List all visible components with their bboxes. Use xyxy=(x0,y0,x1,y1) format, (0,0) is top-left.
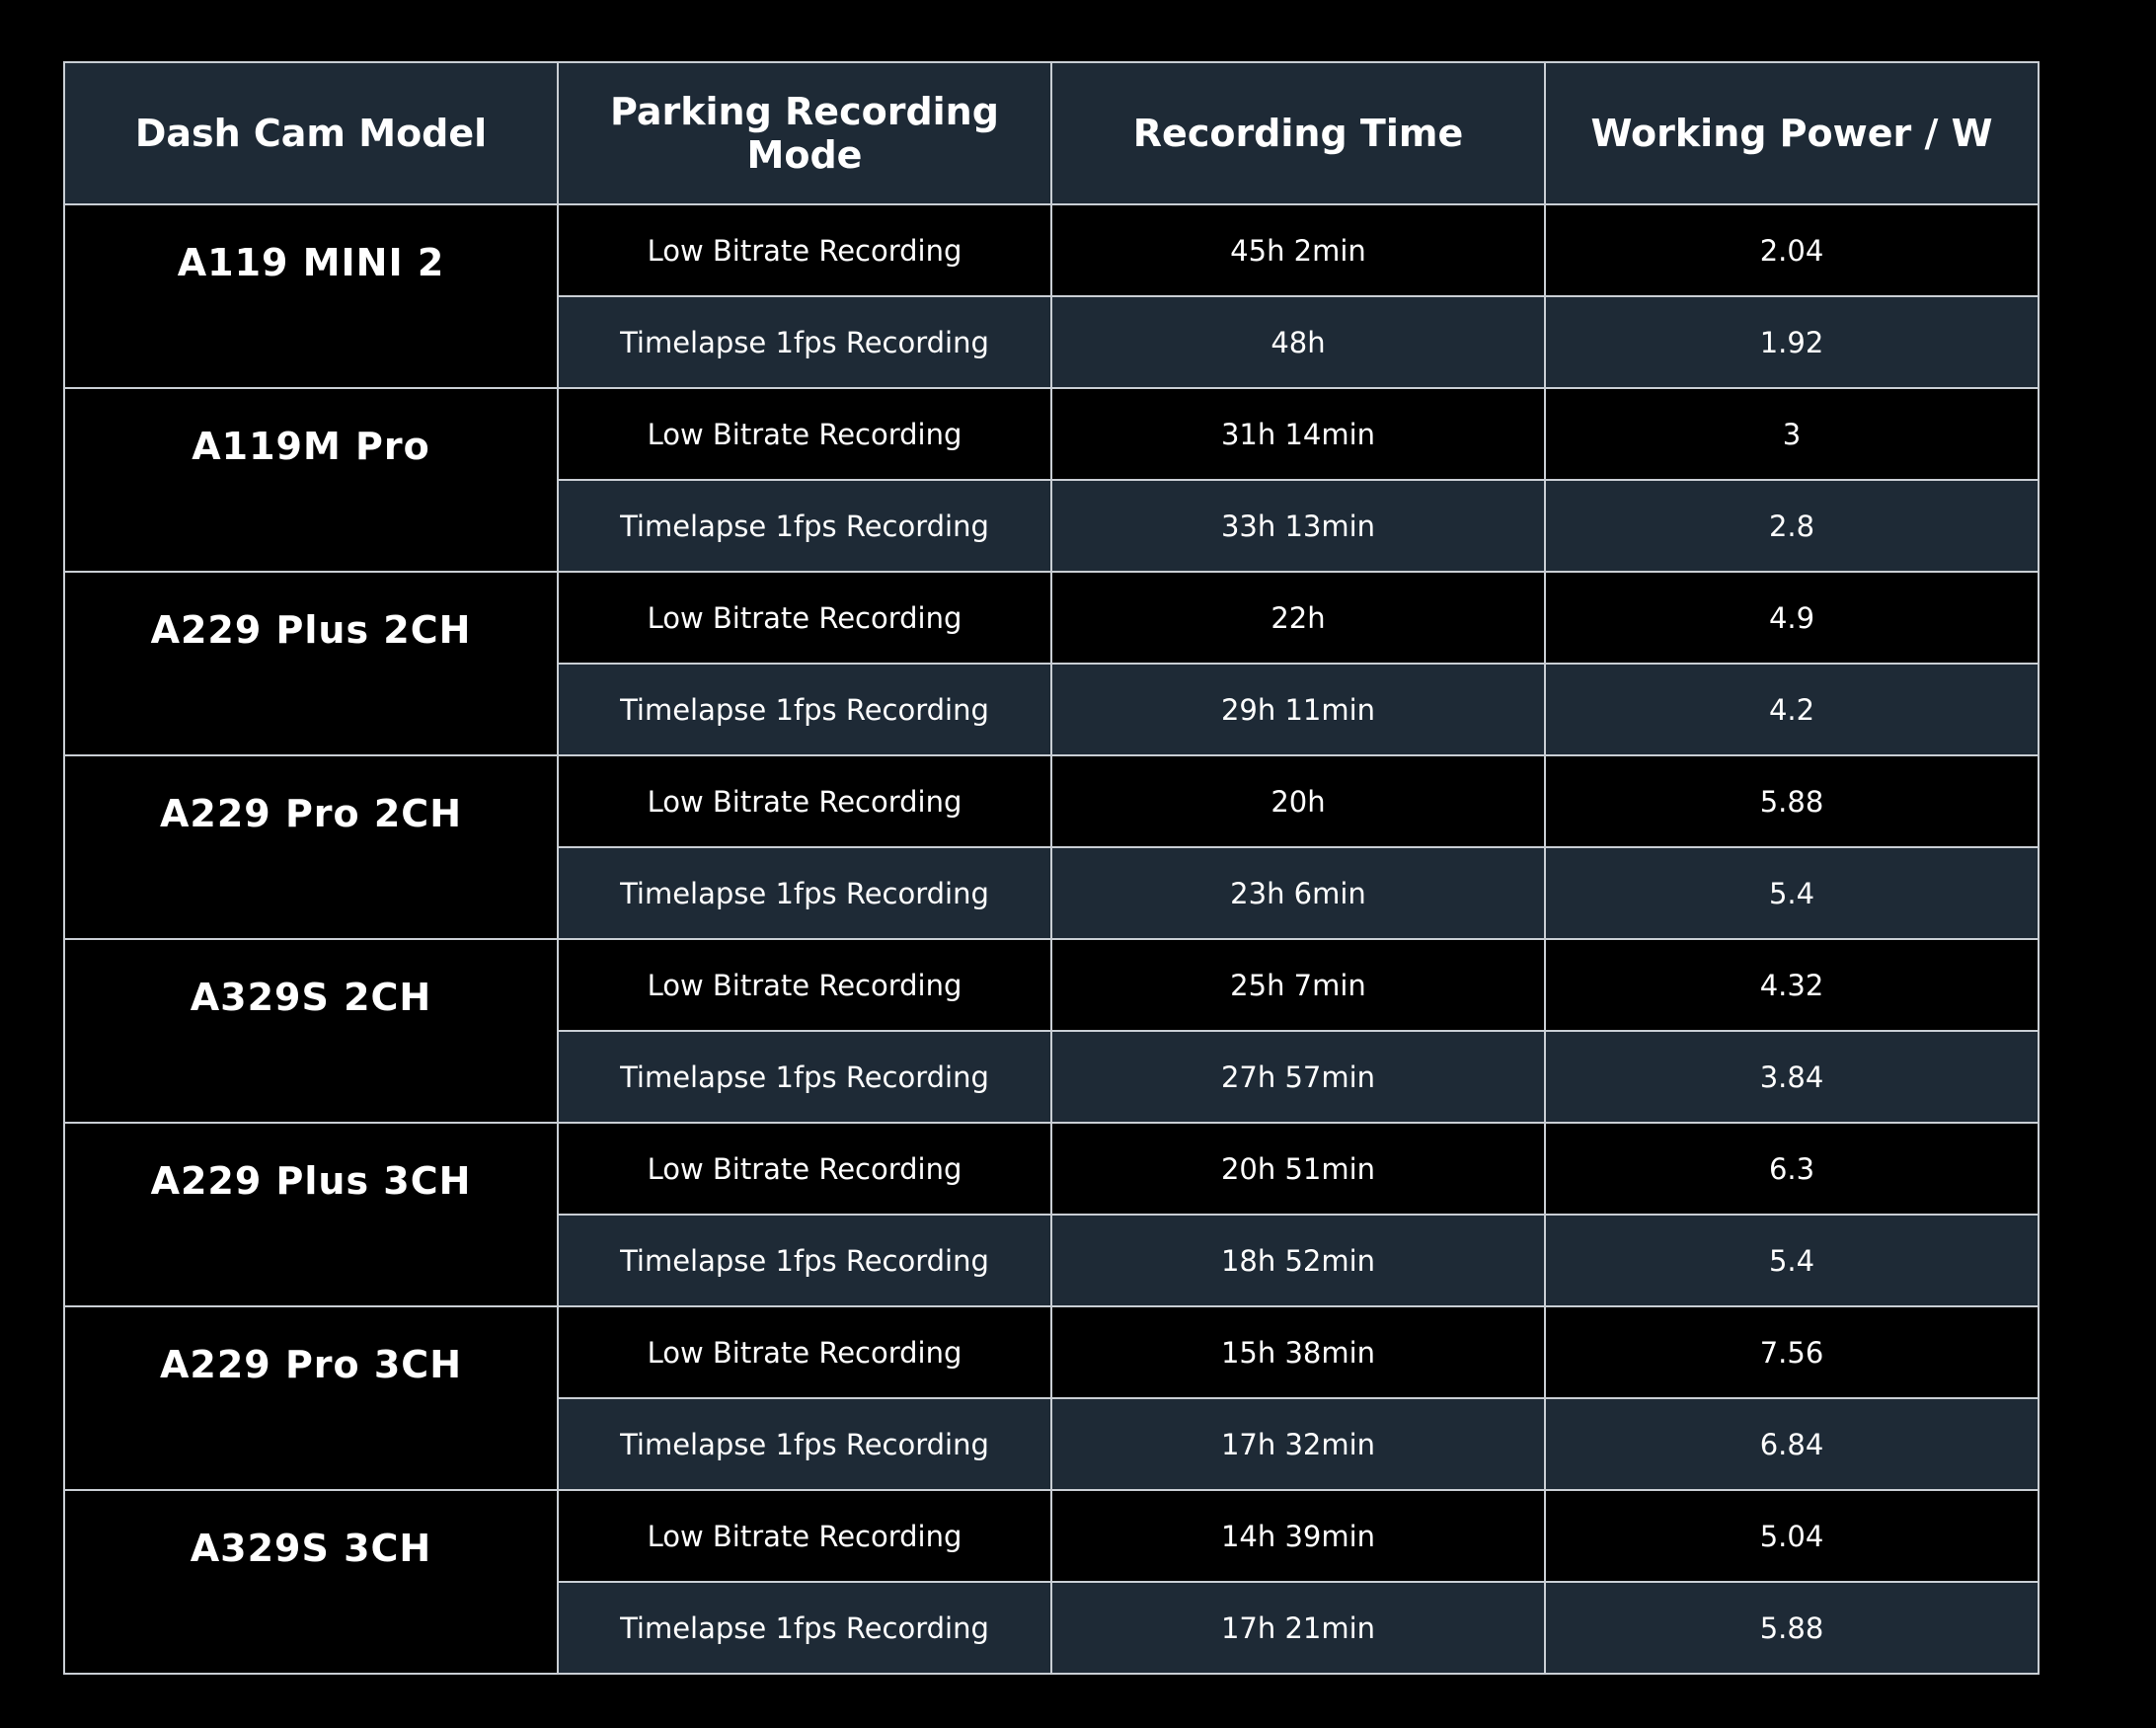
mode-cell: Low Bitrate Recording xyxy=(558,939,1051,1031)
recording-time-cell: 14h 39min xyxy=(1051,1490,1545,1582)
model-cell: A119M Pro xyxy=(64,388,558,572)
working-power-cell: 7.56 xyxy=(1545,1306,2039,1398)
table-row xyxy=(64,388,2039,480)
mode-cell: Timelapse 1fps Recording xyxy=(558,480,1051,572)
recording-time-cell: 29h 11min xyxy=(1051,664,1545,755)
recording-time-cell: 18h 52min xyxy=(1051,1215,1545,1306)
mode-cell: Timelapse 1fps Recording xyxy=(558,664,1051,755)
table-row xyxy=(64,572,2039,664)
recording-time-cell: 31h 14min xyxy=(1051,388,1545,480)
header-recording-time: Recording Time xyxy=(1051,62,1545,204)
mode-cell: Timelapse 1fps Recording xyxy=(558,1398,1051,1490)
working-power-cell: 5.88 xyxy=(1545,755,2039,847)
recording-time-cell: 15h 38min xyxy=(1051,1306,1545,1398)
mode-cell: Low Bitrate Recording xyxy=(558,1490,1051,1582)
mode-cell: Timelapse 1fps Recording xyxy=(558,1215,1051,1306)
mode-cell: Low Bitrate Recording xyxy=(558,1306,1051,1398)
model-cell: A229 Pro 3CH xyxy=(64,1306,558,1490)
header-dash-cam-model: Dash Cam Model xyxy=(64,62,558,204)
mode-cell: Low Bitrate Recording xyxy=(558,755,1051,847)
working-power-cell: 4.2 xyxy=(1545,664,2039,755)
model-cell: A229 Plus 3CH xyxy=(64,1123,558,1306)
recording-time-cell: 20h xyxy=(1051,755,1545,847)
mode-cell: Timelapse 1fps Recording xyxy=(558,847,1051,939)
table-row xyxy=(64,1306,2039,1398)
mode-cell: Low Bitrate Recording xyxy=(558,388,1051,480)
model-cell: A119 MINI 2 xyxy=(64,204,558,388)
header-parking-recording-mode: Parking Recording Mode xyxy=(558,62,1051,204)
recording-time-cell: 25h 7min xyxy=(1051,939,1545,1031)
working-power-cell: 2.8 xyxy=(1545,480,2039,572)
mode-cell: Low Bitrate Recording xyxy=(558,204,1051,296)
table-row xyxy=(64,755,2039,847)
mode-cell: Timelapse 1fps Recording xyxy=(558,1582,1051,1674)
header-working-power: Working Power / W xyxy=(1545,62,2039,204)
table-header xyxy=(64,62,2039,204)
model-cell: A229 Pro 2CH xyxy=(64,755,558,939)
working-power-cell: 5.4 xyxy=(1545,847,2039,939)
working-power-cell: 6.84 xyxy=(1545,1398,2039,1490)
header-row xyxy=(64,62,2039,204)
recording-time-cell: 23h 6min xyxy=(1051,847,1545,939)
dash-cam-parking-table xyxy=(63,61,2040,1675)
table-row xyxy=(64,939,2039,1031)
working-power-cell: 4.9 xyxy=(1545,572,2039,664)
working-power-cell: 3.84 xyxy=(1545,1031,2039,1123)
model-cell: A229 Plus 2CH xyxy=(64,572,558,755)
table-row xyxy=(64,204,2039,296)
recording-time-cell: 17h 32min xyxy=(1051,1398,1545,1490)
model-cell: A329S 3CH xyxy=(64,1490,558,1674)
recording-time-cell: 27h 57min xyxy=(1051,1031,1545,1123)
recording-time-cell: 48h xyxy=(1051,296,1545,388)
working-power-cell: 5.88 xyxy=(1545,1582,2039,1674)
working-power-cell: 5.04 xyxy=(1545,1490,2039,1582)
table-row xyxy=(64,1123,2039,1215)
working-power-cell: 2.04 xyxy=(1545,204,2039,296)
recording-time-cell: 33h 13min xyxy=(1051,480,1545,572)
mode-cell: Low Bitrate Recording xyxy=(558,1123,1051,1215)
working-power-cell: 4.32 xyxy=(1545,939,2039,1031)
table-row xyxy=(64,1490,2039,1582)
recording-time-cell: 45h 2min xyxy=(1051,204,1545,296)
model-cell: A329S 2CH xyxy=(64,939,558,1123)
working-power-cell: 3 xyxy=(1545,388,2039,480)
mode-cell: Timelapse 1fps Recording xyxy=(558,1031,1051,1123)
mode-cell: Low Bitrate Recording xyxy=(558,572,1051,664)
working-power-cell: 5.4 xyxy=(1545,1215,2039,1306)
recording-time-cell: 22h xyxy=(1051,572,1545,664)
working-power-cell: 6.3 xyxy=(1545,1123,2039,1215)
recording-time-cell: 17h 21min xyxy=(1051,1582,1545,1674)
mode-cell: Timelapse 1fps Recording xyxy=(558,296,1051,388)
recording-time-cell: 20h 51min xyxy=(1051,1123,1545,1215)
working-power-cell: 1.92 xyxy=(1545,296,2039,388)
table-body xyxy=(64,204,2039,1674)
